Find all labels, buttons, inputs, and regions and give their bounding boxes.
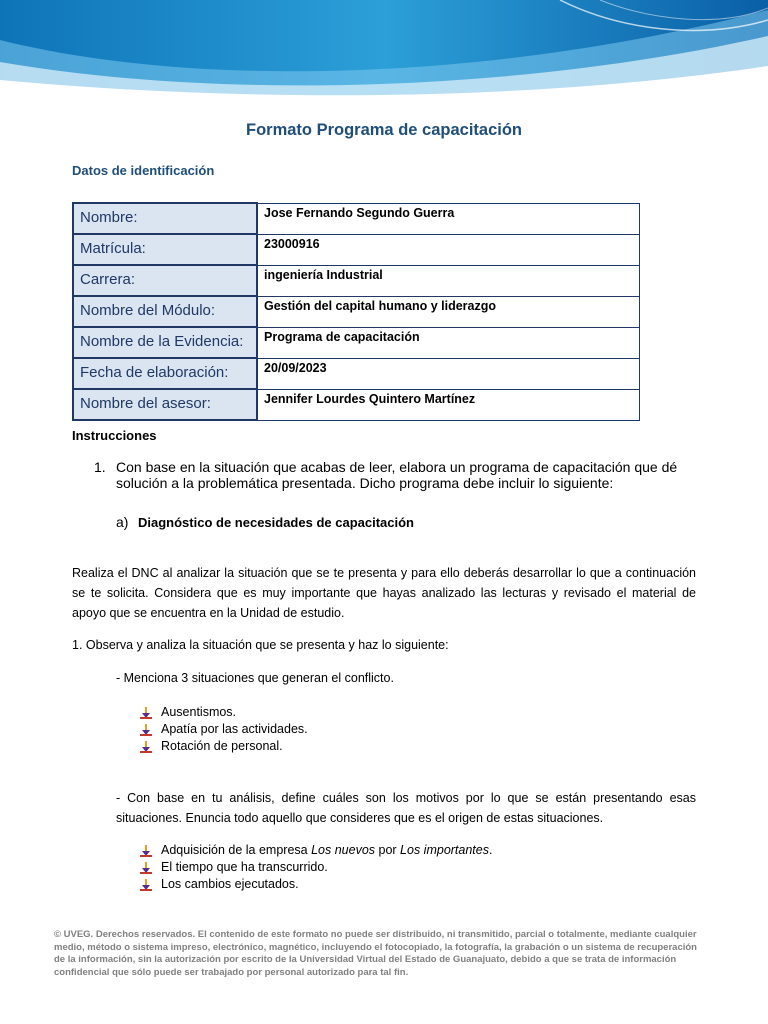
item-text-line-2: solución a la problemática presentada. Dicho programa debe incluir lo siguiente: (116, 475, 614, 491)
row-value: Jose Fernando Segundo Guerra (257, 203, 640, 234)
arrow-bullet-icon (140, 724, 152, 736)
row-label: Carrera: (73, 265, 257, 296)
sub-item-title: Diagnóstico de necesidades de capacitación (138, 515, 414, 530)
step-1: 1. Observa y analiza la situación que se presenta y haz lo siguiente: (72, 638, 449, 652)
arrow-bullet-icon (140, 862, 152, 874)
motive-text: por (375, 843, 401, 857)
motives-list (140, 842, 492, 893)
list-item-text (161, 843, 492, 857)
conflicts-list (140, 704, 308, 755)
row-value: 20/09/2023 (257, 358, 640, 389)
motive-italic: Los importantes (400, 843, 489, 857)
motive-text: . (488, 843, 493, 857)
instructions-title: Instrucciones (72, 428, 157, 443)
row-value: Programa de capacitación (257, 327, 640, 358)
list-item (140, 738, 308, 755)
motive-text: Adquisición de la empresa (161, 843, 312, 857)
table-row (73, 234, 640, 265)
row-label: Nombre: (73, 203, 257, 234)
item-number: 1. (94, 459, 106, 475)
row-label: Nombre de la Evidencia: (73, 327, 257, 358)
table-row (73, 265, 640, 296)
list-item-text: Apatía por las actividades. (161, 722, 308, 736)
row-label: Nombre del asesor: (73, 389, 257, 420)
table-row (73, 358, 640, 389)
row-label: Nombre del Módulo: (73, 296, 257, 327)
motive-italic: Los nuevos (311, 843, 376, 857)
header-banner (0, 0, 768, 98)
motives-prompt: - Con base en tu análisis, define cuáles son los motivos por lo que se están presentando esas situaciones. Enuncia todo aquello que consideres que es el origen de estas situaciones. (116, 791, 696, 825)
table-row (73, 296, 640, 327)
conflicts-prompt: - Menciona 3 situaciones que generan el conflicto. (116, 671, 394, 685)
row-value: ingeniería Industrial (257, 265, 640, 296)
arrow-bullet-icon (140, 845, 152, 857)
row-value: 23000916 (257, 234, 640, 265)
list-item (140, 842, 492, 859)
list-item (140, 721, 308, 738)
list-item-text: El tiempo que ha transcurrido. (161, 860, 328, 874)
identification-table (72, 202, 640, 421)
arrow-bullet-icon (140, 707, 152, 719)
row-value: Jennifer Lourdes Quintero Martínez (257, 389, 640, 420)
sub-item-marker: a) (116, 514, 129, 530)
arrow-bullet-icon (140, 879, 152, 891)
list-item-text: Los cambios ejecutados. (161, 877, 299, 891)
copyright-footer: © UVEG. Derechos reservados. El contenido de este formato no puede ser distribuido, ni transmitido, parcial o totalmente, mediante cualquier medio, método o sistema impreso, electrónico, magnético, incluyendo el fotocopiado, la fotografía, la grabación o un sistema de recuperación de la información, sin la autorización por escrito de la Universidad Virtual del Estado de Guanajuato, debido a que se trata de información confidencial que sólo puede ser trabajado por personal autorizado para tal fin. (54, 929, 697, 978)
instruction-item-1 (94, 459, 698, 491)
list-item-text: Rotación de personal. (161, 739, 283, 753)
list-item-text: Ausentismos. (161, 705, 237, 719)
list-item (140, 859, 492, 876)
table-row (73, 327, 640, 358)
row-value: Gestión del capital humano y liderazgo (257, 296, 640, 327)
section-heading: Datos de identificación (72, 163, 215, 178)
item-text-line-1: Con base en la situación que acabas de leer, elabora un programa de capacitación que dé (116, 459, 678, 475)
table-row (73, 203, 640, 234)
row-label: Fecha de elaboración: (73, 358, 257, 389)
dnc-paragraph: Realiza el DNC al analizar la situación que se te presenta y para ello deberás desarrollar lo que a continuación se te solicita. Considera que es muy importante que hayas analizado las lecturas y revisado el material de apoyo que se encuentra en la Unidad de estudio. (72, 566, 696, 620)
list-item (140, 876, 492, 893)
document-title: Formato Programa de capacitación (246, 121, 522, 139)
row-label: Matrícula: (73, 234, 257, 265)
list-item (140, 704, 308, 721)
arrow-bullet-icon (140, 741, 152, 753)
table-row (73, 389, 640, 420)
sub-item-a (116, 514, 414, 530)
